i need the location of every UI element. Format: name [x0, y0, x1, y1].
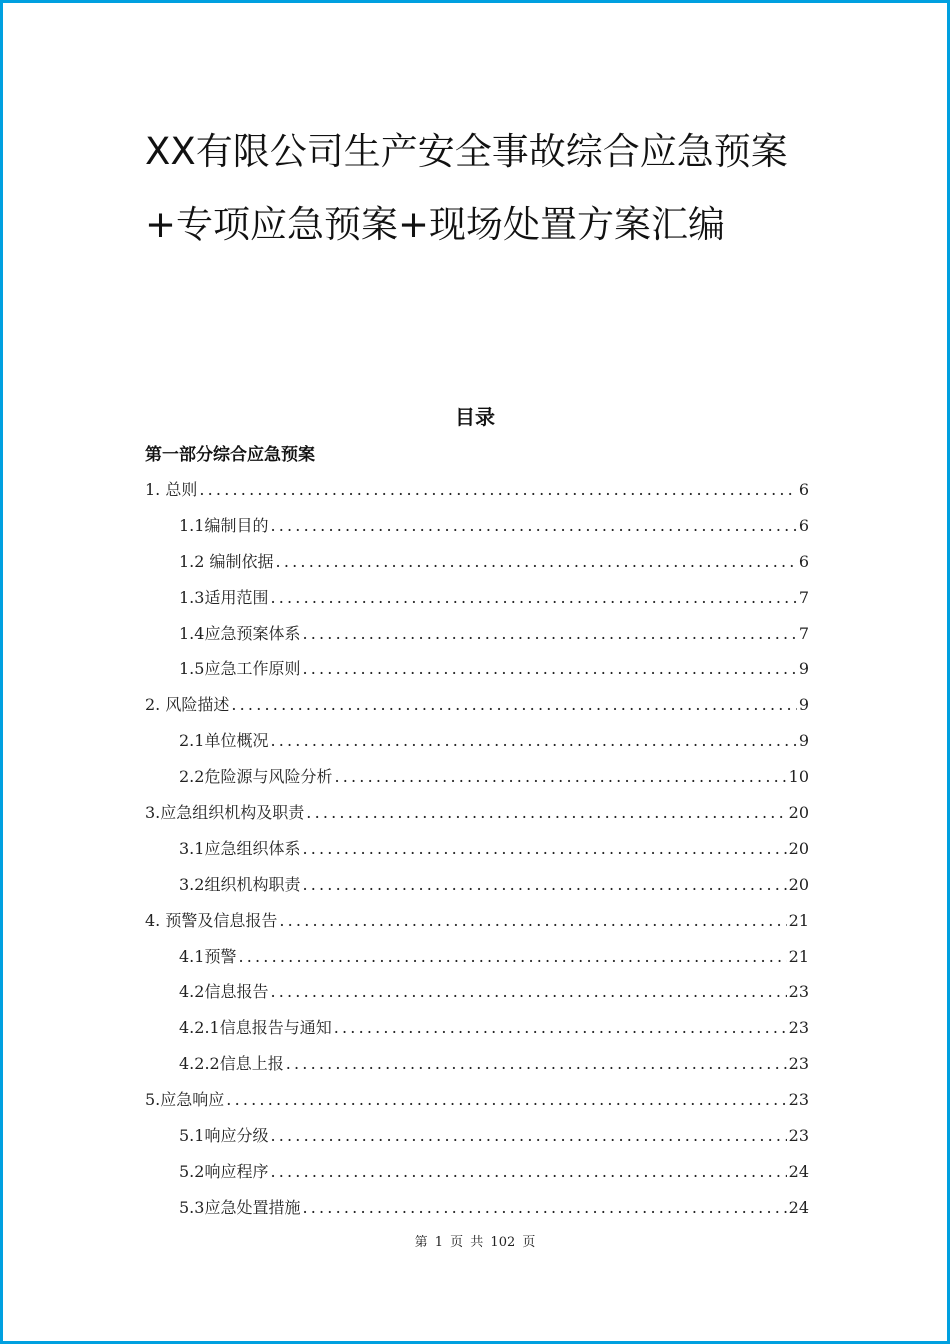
toc-entry-page-number: 9 — [798, 695, 809, 715]
toc-entry[interactable] — [3, 759, 947, 795]
toc-entry-page-number: 23 — [788, 982, 809, 1002]
toc-dot-leader — [302, 831, 786, 867]
toc-entry-title: 4.2.1信息报告与通知 — [179, 1018, 332, 1038]
toc-entry[interactable] — [3, 903, 947, 939]
toc-dot-leader — [238, 939, 786, 975]
table-of-contents — [3, 472, 947, 1226]
toc-entry-title: 1.3适用范围 — [179, 587, 269, 607]
toc-entry[interactable] — [3, 687, 947, 723]
toc-dot-leader — [279, 903, 786, 939]
toc-dot-leader — [306, 795, 786, 831]
toc-dot-leader — [199, 472, 796, 508]
toc-entry[interactable] — [3, 1118, 947, 1154]
toc-entry-title: 5.1响应分级 — [179, 1126, 269, 1146]
toc-entry-page-number: 20 — [788, 803, 809, 823]
toc-entry-title: 3.1应急组织体系 — [179, 838, 301, 858]
toc-entry[interactable] — [3, 1190, 947, 1226]
toc-dot-leader — [270, 974, 786, 1010]
toc-entry-title: 1.4应急预案体系 — [179, 623, 301, 643]
toc-entry-title: 2.1单位概况 — [179, 731, 269, 751]
toc-entry-page-number: 23 — [788, 1054, 809, 1074]
toc-entry[interactable] — [3, 974, 947, 1010]
toc-dot-leader — [231, 687, 796, 723]
toc-entry[interactable] — [3, 795, 947, 831]
toc-entry-page-number: 10 — [788, 767, 809, 787]
toc-dot-leader — [302, 1190, 786, 1226]
toc-dot-leader — [276, 544, 797, 580]
toc-entry-title: 2.2危险源与风险分析 — [179, 767, 333, 787]
toc-entry[interactable] — [3, 1082, 947, 1118]
toc-dot-leader — [270, 508, 796, 544]
toc-entry-title: 1.5应急工作原则 — [179, 659, 301, 679]
document-title-line-1: XX有限公司生产安全事故综合应急预案 — [145, 130, 788, 173]
toc-entry[interactable] — [3, 831, 947, 867]
toc-dot-leader — [270, 1154, 786, 1190]
toc-entry-title: 2. 风险描述 — [145, 695, 230, 715]
toc-entry[interactable] — [3, 1154, 947, 1190]
toc-entry-title: 4.1预警 — [179, 946, 237, 966]
toc-entry-page-number: 6 — [798, 551, 809, 571]
toc-entry[interactable] — [3, 472, 947, 508]
toc-entry[interactable] — [3, 508, 947, 544]
toc-entry[interactable] — [3, 616, 947, 652]
toc-entry-page-number: 7 — [798, 623, 809, 643]
toc-dot-leader — [302, 616, 796, 652]
toc-entry-title: 1. 总则 — [145, 480, 198, 499]
part-heading: 第一部分综合应急预案 — [145, 445, 315, 465]
toc-heading: 目录 — [455, 405, 495, 429]
toc-entry-title: 5.3应急处置措施 — [179, 1197, 301, 1217]
page-footer: 第 1 页 共 102 页 — [414, 1235, 536, 1250]
toc-entry-page-number: 9 — [798, 731, 809, 751]
toc-dot-leader — [302, 867, 786, 903]
toc-entry-title: 4.2.2信息上报 — [179, 1054, 284, 1074]
toc-dot-leader — [270, 580, 796, 616]
document-title-line-2: +专项应急预案+现场处置方案汇编 — [145, 203, 726, 246]
toc-entry-title: 5.2响应程序 — [179, 1161, 269, 1181]
toc-entry[interactable] — [3, 580, 947, 616]
toc-entry[interactable] — [3, 544, 947, 580]
toc-entry-title: 1.1编制目的 — [179, 515, 269, 535]
toc-entry[interactable] — [3, 1046, 947, 1082]
toc-dot-leader — [226, 1082, 786, 1118]
toc-entry[interactable] — [3, 651, 947, 687]
toc-entry-page-number: 6 — [798, 480, 809, 499]
toc-entry[interactable] — [3, 1010, 947, 1046]
toc-dot-leader — [302, 651, 796, 687]
toc-entry-page-number: 9 — [798, 659, 809, 679]
toc-dot-leader — [270, 1118, 786, 1154]
toc-entry-page-number: 24 — [788, 1197, 809, 1217]
toc-entry[interactable] — [3, 723, 947, 759]
toc-entry-title: 4.2信息报告 — [179, 982, 269, 1002]
toc-entry[interactable] — [3, 867, 947, 903]
toc-entry-title: 4. 预警及信息报告 — [145, 910, 278, 930]
toc-entry-title: 5.应急响应 — [145, 1090, 225, 1110]
toc-entry-page-number: 20 — [788, 874, 809, 894]
toc-entry-page-number: 21 — [788, 946, 809, 966]
toc-dot-leader — [334, 1010, 787, 1046]
toc-entry-page-number: 23 — [788, 1126, 809, 1146]
toc-entry-title: 1.2 编制依据 — [179, 551, 274, 571]
toc-entry-title: 3.2组织机构职责 — [179, 874, 301, 894]
document-title — [145, 115, 845, 261]
toc-entry-page-number: 6 — [798, 515, 809, 535]
toc-entry-page-number: 20 — [788, 838, 809, 858]
toc-entry-page-number: 7 — [798, 587, 809, 607]
toc-dot-leader — [334, 759, 786, 795]
toc-dot-leader — [286, 1046, 787, 1082]
toc-entry-page-number: 24 — [788, 1161, 809, 1181]
toc-entry-title: 3.应急组织机构及职责 — [145, 803, 305, 823]
toc-entry-page-number: 23 — [788, 1090, 809, 1110]
toc-entry[interactable] — [3, 939, 947, 975]
toc-dot-leader — [270, 723, 796, 759]
toc-entry-page-number: 23 — [788, 1018, 809, 1038]
toc-entry-page-number: 21 — [788, 910, 809, 930]
